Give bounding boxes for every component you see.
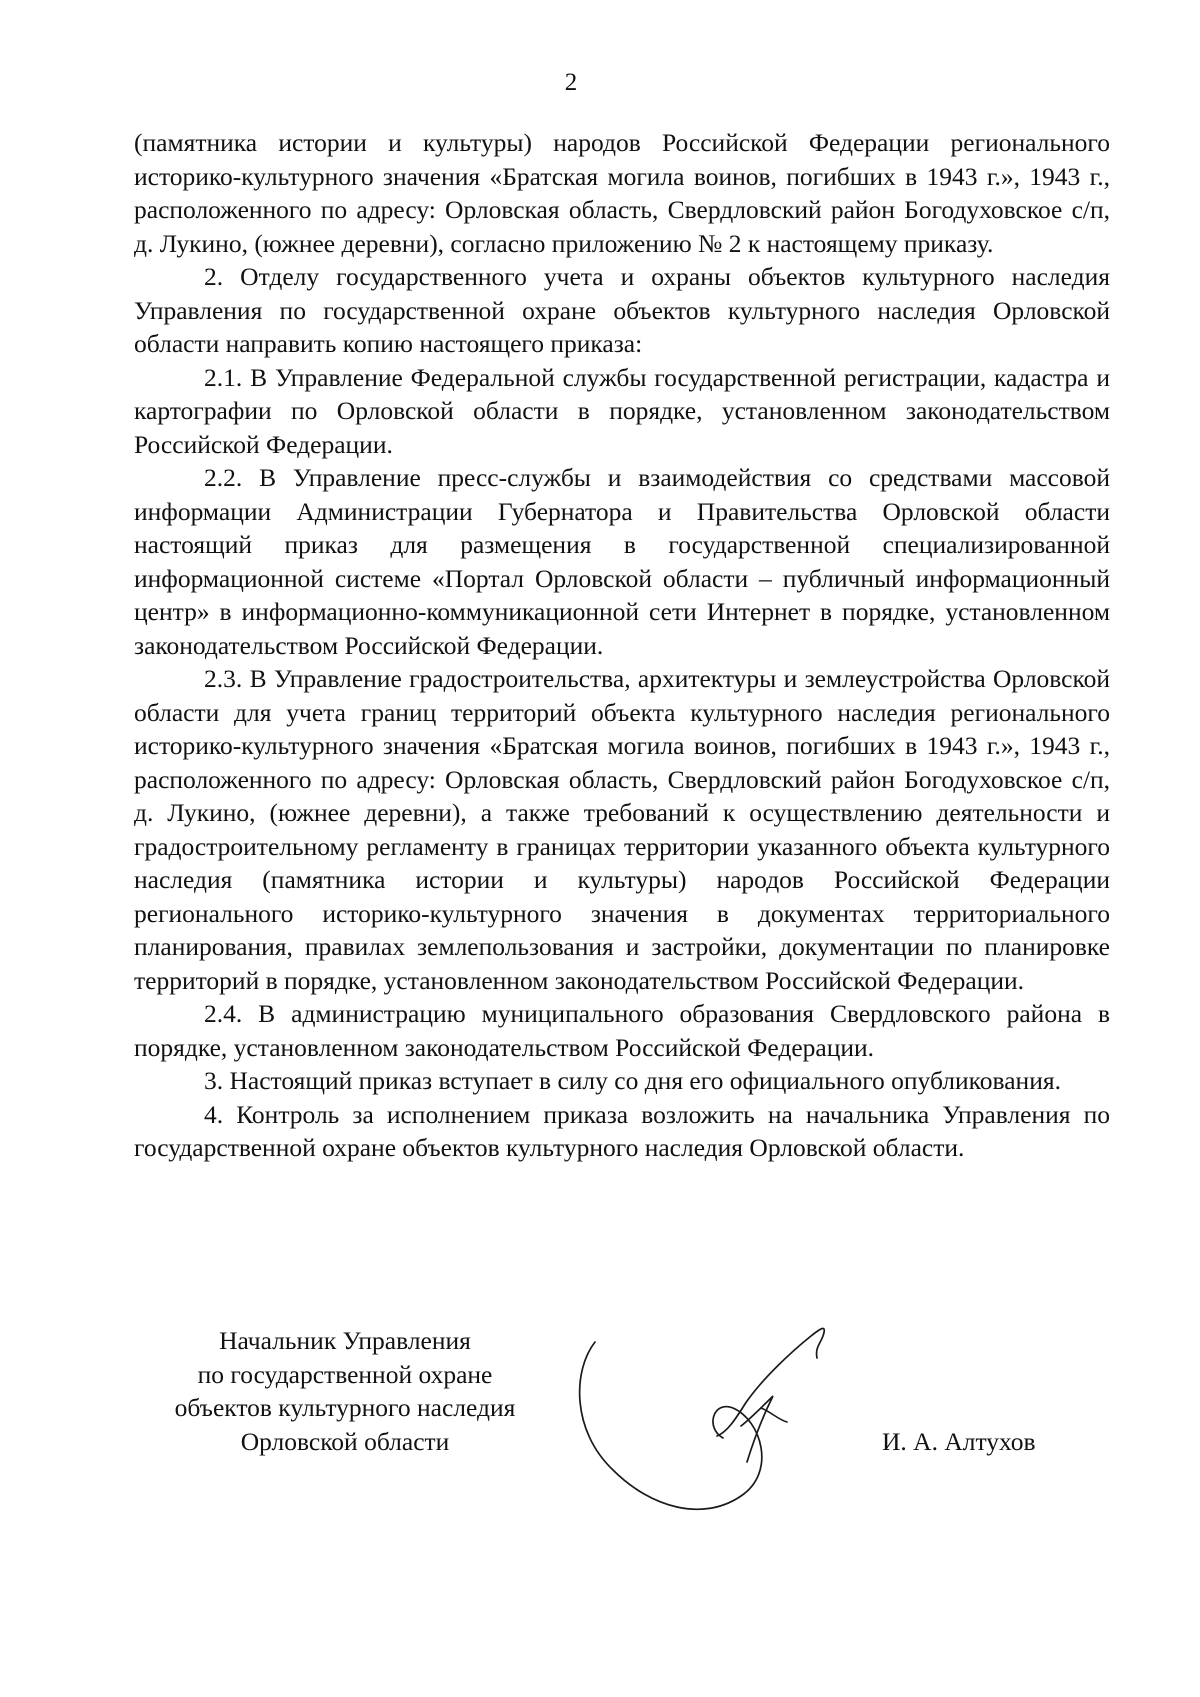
document-body xyxy=(134,126,1110,1165)
paragraph-item-2-2: 2.2. В Управление пресс-службы и взаимодействия со средствами массовой информации Администрации Губернатора и Правительства Орловской области настоящий приказ для размещения в государственной специализированной информационной системе «Портал Орловской области – публичный информационный центр» в информационно-коммуникационной сети Интернет в порядке, установленном законодательством Российской Федерации. xyxy=(134,463,1110,660)
paragraph-item-2-3: 2.3. В Управление градостроительства, архитектуры и землеустройства Орловской области для учета границ территорий объекта культурного наследия регионального историко-культурного значения «Братская могила воинов, погибших в 1943 г.», 1943 г., расположенного по адресу: Орловская область, Свердловский район Богодуховское с/п, д. Лукино, (южнее деревни), а также требований к осуществлению деятельности и градостроительному регламенту в границах территории указанного объекта культурного наследия (памятника истории и культуры) народов Российской Федерации регионального историко-культурного значения в документах территориального планирования, правилах землепользования и застройки, документации по планировке территорий в порядке, установленном законодательством Российской Федерации. xyxy=(134,664,1110,995)
handwritten-signature-icon xyxy=(565,1312,865,1522)
signer-name: И. А. Алтухов xyxy=(882,1427,1036,1456)
paragraph-item-4: 4. Контроль за исполнением приказа возложить на начальника Управления по государственной охране объектов культурного наследия Орловской области. xyxy=(134,1099,1110,1162)
signer-position-line: Орловской области xyxy=(240,1426,450,1456)
signature-block xyxy=(140,1324,1140,1524)
paragraph-item-2-4: 2.4. В администрацию муниципального образования Свердловского района в порядке, установленном законодательством Российской Федерации. xyxy=(134,999,1110,1062)
paragraph-item-2: 2. Отделу государственного учета и охраны объектов культурного наследия Управления по государственной охране объектов культурного наследия Орловской области направить копию настоящего приказа: xyxy=(134,262,1110,358)
paragraph-continuation: (памятника истории и культуры) народов Российской Федерации регионального историко-культурного значения «Братская могила воинов, погибших в 1943 г.», 1943 г., расположенного по адресу: Орловская область, Свердловский район Богодуховское с/п, д. Лукино, (южнее деревни), согласно приложению № 2 к настоящему приказу. xyxy=(134,128,1110,258)
paragraph-item-3: 3. Настоящий приказ вступает в силу со дня его официального опубликования. xyxy=(204,1066,1061,1095)
paragraph-item-2-1: 2.1. В Управление Федеральной службы государственной регистрации, кадастра и картографии по Орловской области в порядке, установленном законодательством Российской Федерации. xyxy=(134,362,1110,459)
signer-position-line: по государственной охране xyxy=(197,1359,493,1389)
signer-position-line: объектов культурного наследия xyxy=(174,1393,516,1422)
page-number: 2 xyxy=(564,69,578,96)
signer-position-line: Начальник Управления xyxy=(219,1326,471,1355)
signer-position xyxy=(140,1324,550,1458)
